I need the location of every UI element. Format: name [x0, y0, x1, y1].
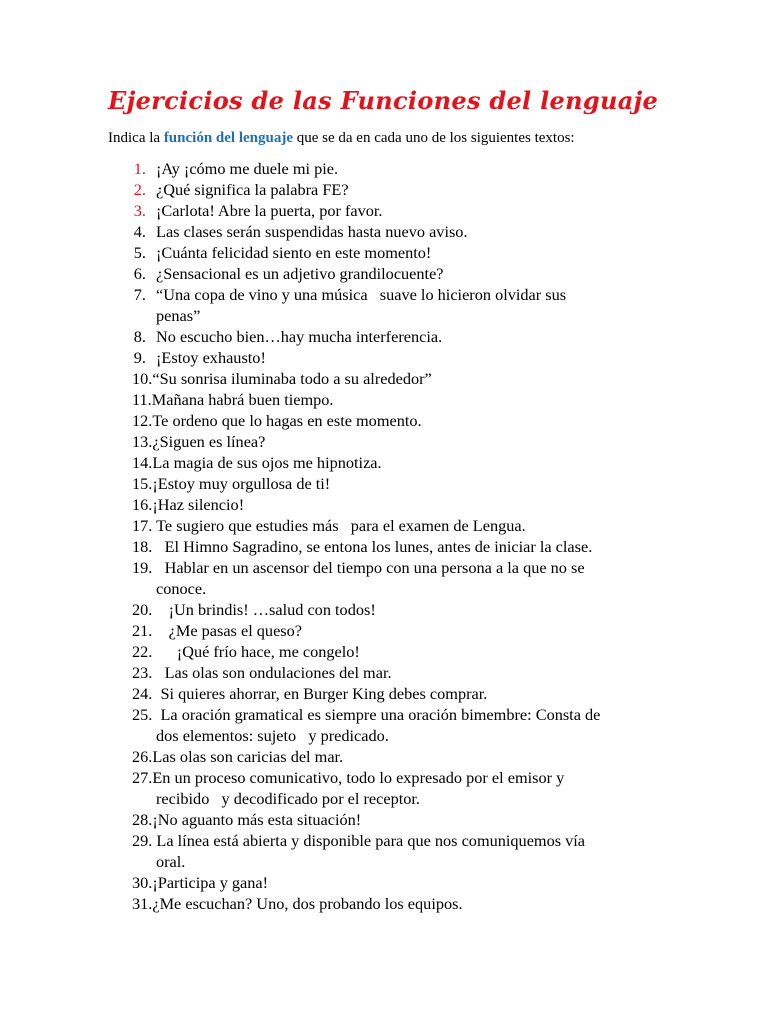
list-item: [0, 767, 768, 788]
list-item: [0, 200, 768, 221]
list-item: [0, 389, 768, 410]
list-item-number: 9.: [133, 348, 146, 367]
list-item-continuation: [0, 851, 768, 872]
list-item-number: 3.: [133, 201, 146, 220]
instructions-highlight: función del lenguaje: [163, 130, 293, 146]
list-item-text: “Una copa de vino y una música suave lo hicieron olvidar sus: [156, 285, 567, 304]
list-item-continuation: [0, 305, 768, 326]
list-item: [0, 641, 768, 662]
list-item-text: ¿Sensacional es un adjetivo grandilocuente?: [156, 264, 444, 283]
list-item: [0, 179, 768, 200]
list-item: [0, 284, 768, 305]
list-item-text: ¿Qué significa la palabra FE?: [156, 180, 349, 199]
instructions: [108, 130, 575, 147]
list-item-text: 22. ¡Qué frío hace, me congelo!: [132, 642, 360, 661]
list-item-number: 7.: [133, 285, 146, 304]
list-item-text: 30.¡Participa y gana!: [132, 873, 269, 892]
list-item-number: 6.: [133, 264, 146, 283]
list-item: [0, 158, 768, 179]
instructions-text-after: que se da en cada uno de los siguientes textos:: [293, 130, 575, 146]
list-item-text: ¡Ay ¡cómo me duele mi pie.: [156, 159, 339, 178]
list-item-text: 25. La oración gramatical es siempre una oración bimembre: Consta de: [132, 705, 601, 724]
list-item-text: 24. Si quieres ahorrar, en Burger King debes comprar.: [132, 684, 488, 703]
list-item-text: ¡Cuánta felicidad siento en este momento!: [156, 243, 432, 262]
list-item: [0, 830, 768, 851]
list-item: [0, 473, 768, 494]
list-item-text: ¡Carlota! Abre la puerta, por favor.: [156, 201, 383, 220]
list-item-text: 14.La magia de sus ojos me hipnotiza.: [132, 453, 382, 472]
list-item-continuation: [0, 788, 768, 809]
list-item-text: 15.¡Estoy muy orgullosa de ti!: [132, 474, 331, 493]
list-item-text: 11.Mañana habrá buen tiempo.: [132, 390, 334, 409]
list-item-text: 12.Te ordeno que lo hagas en este momento.: [132, 411, 422, 430]
instructions-text-before: Indica la: [108, 130, 164, 146]
page-title: Ejercicios de las Funciones del lenguaje: [108, 86, 659, 115]
list-item: [0, 494, 768, 515]
list-item: [0, 326, 768, 347]
list-item: [0, 704, 768, 725]
list-item-text: No escucho bien…hay mucha interferencia.: [156, 327, 443, 346]
list-item: [0, 683, 768, 704]
list-item-text: 31.¿Me escuchan? Uno, dos probando los equipos.: [132, 894, 463, 913]
list-item: [0, 347, 768, 368]
list-item-continuation: [0, 578, 768, 599]
list-item: [0, 599, 768, 620]
list-item-text: Las clases serán suspendidas hasta nuevo aviso.: [156, 222, 468, 241]
list-item-text: 20. ¡Un brindis! …salud con todos!: [132, 600, 376, 619]
list-item-number: 5.: [133, 243, 146, 262]
list-item-text: 27.En un proceso comunicativo, todo lo expresado por el emisor y: [132, 768, 565, 787]
list-item: [0, 431, 768, 452]
list-item-text: penas”: [156, 306, 201, 325]
list-item: [0, 536, 768, 557]
list-item-text: oral.: [156, 852, 186, 871]
list-item: [0, 221, 768, 242]
list-item-text: recibido y decodificado por el receptor.: [156, 789, 421, 808]
list-item-text: 18. El Himno Sagradino, se entona los lunes, antes de iniciar la clase.: [132, 537, 593, 556]
list-item-text: 19. Hablar en un ascensor del tiempo con una persona a la que no se: [132, 558, 585, 577]
list-item: [0, 809, 768, 830]
list-item: [0, 410, 768, 431]
list-item-text: 29. La línea está abierta y disponible para que nos comuniquemos vía: [132, 831, 586, 850]
list-item-text: 10.“Su sonrisa iluminaba todo a su alrededor”: [132, 369, 432, 388]
list-item: [0, 242, 768, 263]
list-item-text: ¡Estoy exhausto!: [156, 348, 266, 367]
list-item-number: 4.: [133, 222, 146, 241]
list-item: [0, 368, 768, 389]
list-item: [0, 515, 768, 536]
list-item-number: 1.: [133, 159, 146, 178]
list-item: [0, 746, 768, 767]
list-item-text: 13.¿Siguen es línea?: [132, 432, 266, 451]
list-item-text: 23. Las olas son ondulaciones del mar.: [132, 663, 392, 682]
list-item-continuation: [0, 725, 768, 746]
list-item: [0, 452, 768, 473]
list-item-text: 16.¡Haz silencio!: [132, 495, 245, 514]
list-item: [0, 263, 768, 284]
list-item: [0, 557, 768, 578]
exercise-list: [0, 158, 768, 914]
list-item-text: dos elementos: sujeto y predicado.: [156, 726, 389, 745]
list-item-number: 2.: [133, 180, 146, 199]
list-item-text: 28.¡No aguanto más esta situación!: [132, 810, 362, 829]
list-item: [0, 893, 768, 914]
list-item-number: 8.: [133, 327, 146, 346]
list-item-text: 26.Las olas son caricias del mar.: [132, 747, 344, 766]
list-item-text: conoce.: [156, 579, 207, 598]
list-item-text: 17. Te sugiero que estudies más para el examen de Lengua.: [132, 516, 526, 535]
list-item: [0, 872, 768, 893]
list-item: [0, 620, 768, 641]
list-item-text: 21. ¿Me pasas el queso?: [132, 621, 302, 640]
list-item: [0, 662, 768, 683]
